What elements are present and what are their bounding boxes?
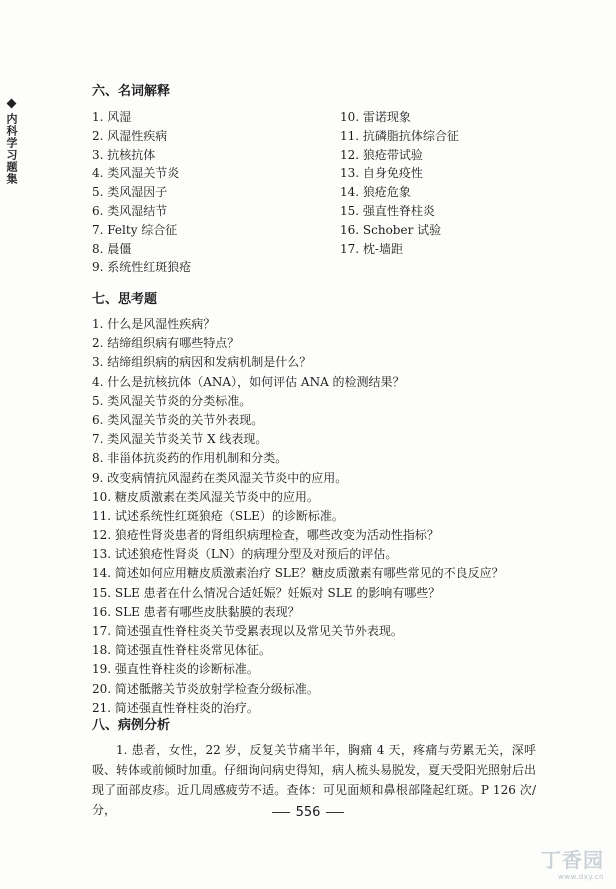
term-item: 11. 抗磷脂抗体综合征	[340, 128, 459, 143]
page-number	[0, 805, 616, 820]
side-tab	[4, 100, 18, 185]
question-item: 15. SLE 患者在什么情况合适妊娠？妊娠对 SLE 的影响有哪些？	[92, 585, 441, 600]
question-item: 5. 类风湿关节炎的分类标准。	[92, 393, 252, 408]
diamond-icon	[6, 99, 16, 109]
question-item: 18. 简述强直性脊柱炎常见体征。	[92, 643, 271, 658]
question-item: 1. 什么是风湿性疾病？	[92, 317, 216, 331]
question-item: 3. 结缔组织病的病因和发病机制是什么？	[92, 355, 312, 370]
term-item: 2. 风湿性疾病	[92, 128, 168, 143]
term-item: 16. Schober 试验	[340, 222, 442, 237]
question-item: 7. 类风湿关节炎关节 X 线表现。	[92, 432, 268, 447]
question-item: 11. 试述系统性红斑狼疮（SLE）的诊断标准。	[92, 508, 344, 523]
term-item: 12. 狼疮带试验	[340, 147, 423, 162]
dash-right	[326, 812, 344, 813]
section-6-heading: 六、名词解释	[92, 84, 171, 99]
term-item: 15. 强直性脊柱炎	[340, 203, 435, 218]
question-item: 10. 糖皮质激素在类风湿关节炎中的应用。	[92, 489, 319, 504]
question-item: 4. 什么是抗核抗体（ANA），如何评估 ANA 的检测结果？	[92, 374, 405, 389]
question-item: 21. 简述强直性脊柱炎的治疗。	[92, 700, 259, 715]
term-item: 6. 类风湿结节	[92, 203, 168, 218]
question-item: 9. 改变病情抗风湿药在类风湿关节炎中的应用。	[92, 470, 348, 485]
question-item: 19. 强直性脊柱炎的诊断标准。	[92, 662, 259, 677]
term-item: 8. 晨僵	[92, 241, 132, 256]
question-item: 6. 类风湿关节炎的关节外表现。	[92, 412, 264, 427]
question-item: 20. 简述骶髂关节炎放射学检查分级标准。	[92, 681, 319, 696]
question-item: 13. 试述狼疮性肾炎（LN）的病理分型及对预后的评估。	[92, 547, 398, 562]
term-item: 13. 自身免疫性	[340, 166, 423, 181]
term-item: 3. 抗核抗体	[92, 147, 156, 162]
term-item: 10. 雷诺现象	[340, 110, 411, 124]
term-item: 4. 类风湿关节炎	[92, 166, 180, 181]
watermark-logo: 丁香园	[541, 848, 604, 872]
watermark-url: www.dxy.cn	[558, 873, 604, 881]
watermark	[541, 844, 604, 881]
question-item: 17. 简述强直性脊柱炎关节受累表现以及常见关节外表现。	[92, 624, 403, 638]
section-8-heading: 八、病例分析	[92, 718, 171, 733]
term-item: 17. 枕-墙距	[340, 241, 403, 256]
question-item: 12. 狼疮性肾炎患者的肾组织病理检查，哪些改变为活动性指标？	[92, 528, 439, 543]
question-item: 14. 简述如何应用糖皮质激素治疗 SLE？糖皮质激素有哪些常见的不良反应？	[92, 566, 504, 581]
term-item: 1. 风湿	[92, 110, 132, 124]
term-item: 5. 类风湿因子	[92, 185, 168, 200]
side-tab-label: 内科学习题集	[5, 113, 18, 185]
question-list	[92, 315, 504, 718]
question-item: 2. 结缔组织病有哪些特点？	[92, 336, 240, 351]
term-list-right	[340, 108, 459, 258]
section-7-heading: 七、思考题	[92, 292, 158, 307]
dash-left	[272, 812, 290, 813]
term-item: 14. 狼疮危象	[340, 185, 411, 200]
case-paragraph: 1. 患者，女性，22 岁，反复关节痛半年，胸痛 4 天，疼痛与劳累无关，深呼吸、转体或前倾时加重。仔细询问病史得知，病人梳头易脱发，夏天受阳光照射后出现了面部皮疹。近几周感疲劳不适。查体：可见面颊和鼻根部隆起红斑。P 126 次/分，	[92, 743, 537, 817]
term-item: 7. Felty 综合征	[92, 222, 178, 237]
page-number-value: 556	[295, 805, 321, 820]
question-item: 8. 非甾体抗炎药的作用机制和分类。	[92, 451, 288, 466]
question-item: 16. SLE 患者有哪些皮肤黏膜的表现？	[92, 604, 300, 619]
term-list-left	[92, 108, 191, 277]
term-item: 9. 系统性红斑狼疮	[92, 260, 192, 275]
